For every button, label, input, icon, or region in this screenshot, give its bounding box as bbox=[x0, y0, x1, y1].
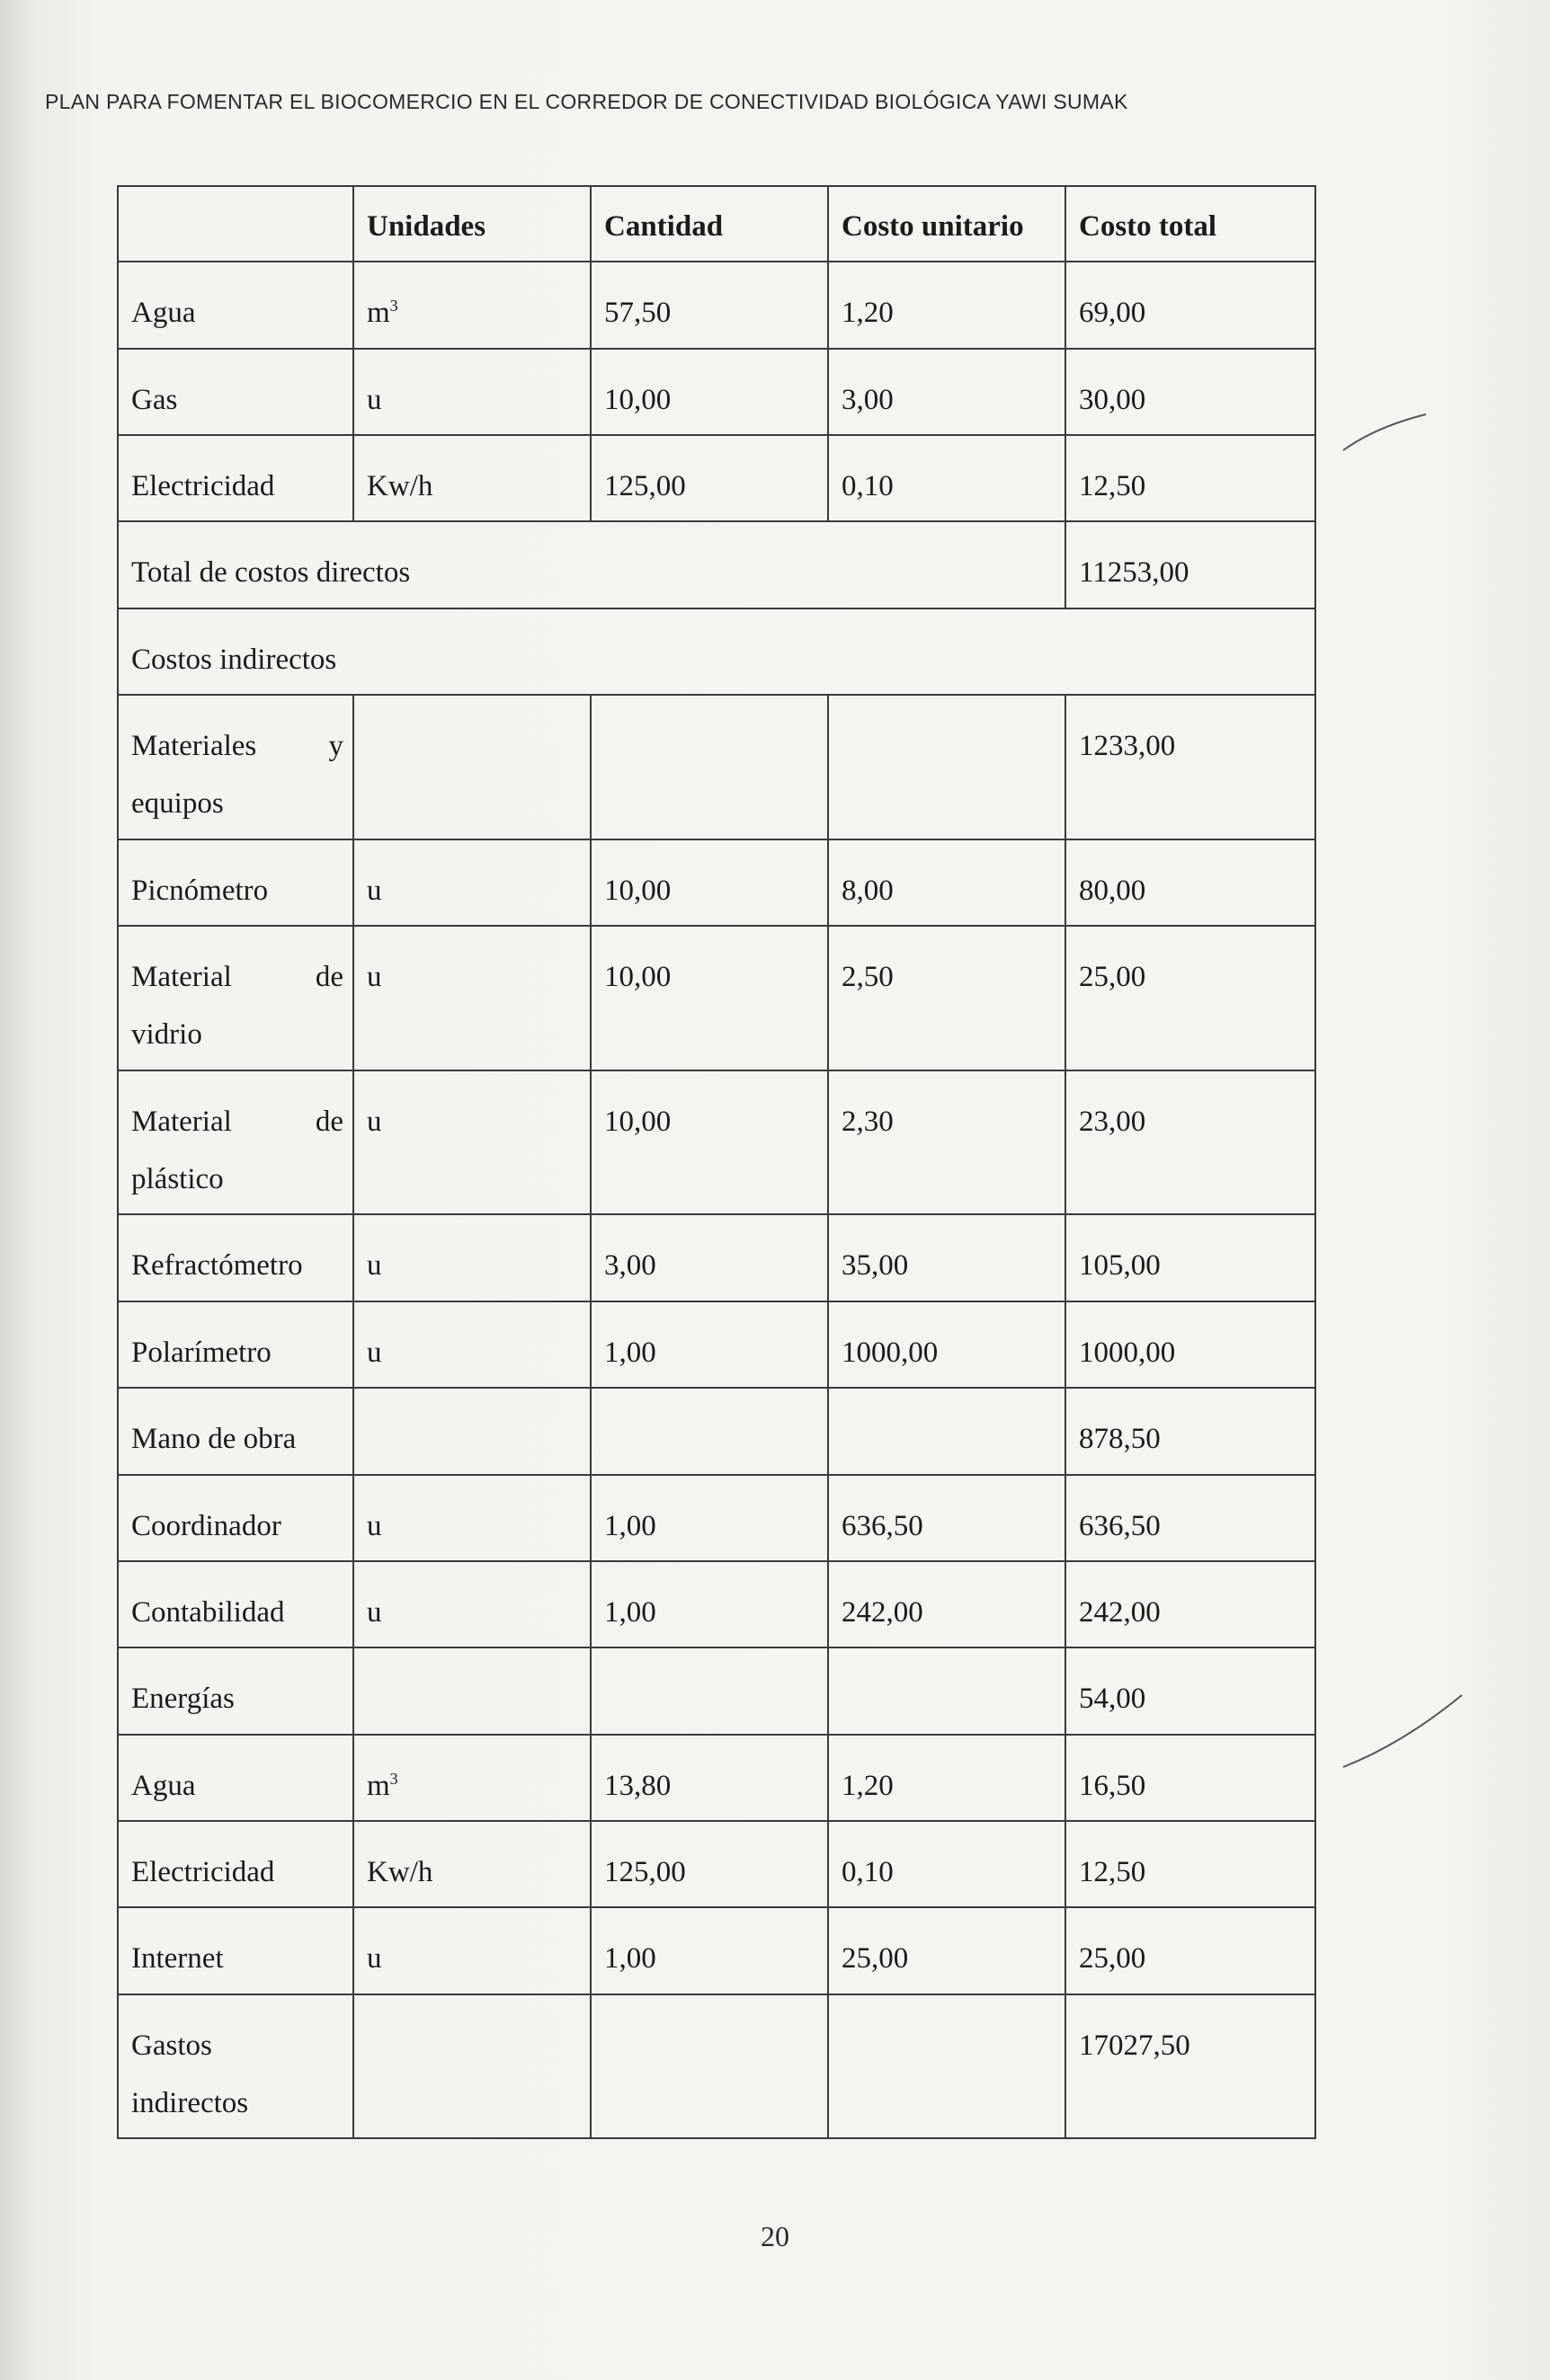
cell-cantidad: 125,00 bbox=[591, 1821, 828, 1907]
cell-unidad: u bbox=[353, 1070, 591, 1215]
cell-cantidad: 1,00 bbox=[591, 1301, 828, 1388]
cell-section-label: Mano de obra bbox=[118, 1388, 353, 1474]
cell-cantidad: 125,00 bbox=[591, 435, 828, 521]
table-row bbox=[118, 262, 1315, 348]
cell-unidad: u bbox=[353, 1907, 591, 1994]
pen-check-mark-icon bbox=[1340, 409, 1430, 454]
label-line: vidrio bbox=[131, 1018, 202, 1052]
cell-unitario: 25,00 bbox=[828, 1907, 1065, 1994]
table-row bbox=[118, 1475, 1315, 1561]
cell-total: 105,00 bbox=[1065, 1214, 1315, 1301]
table-row-total-directos bbox=[118, 521, 1315, 608]
cell-concepto: Agua bbox=[118, 262, 353, 348]
cell-unitario: 1000,00 bbox=[828, 1301, 1065, 1388]
cell-empty bbox=[828, 695, 1065, 839]
cost-table bbox=[117, 185, 1316, 2139]
cell-section-total: 878,50 bbox=[1065, 1388, 1315, 1474]
cell-empty bbox=[353, 1647, 591, 1734]
cell-unidad: Kw/h bbox=[353, 435, 591, 521]
cell-total: 242,00 bbox=[1065, 1561, 1315, 1647]
label-word: y bbox=[328, 730, 343, 763]
cell-empty bbox=[353, 1994, 591, 2139]
column-header-cantidad: Cantidad bbox=[591, 186, 828, 262]
table-row bbox=[118, 435, 1315, 521]
cell-unidad bbox=[353, 1735, 591, 1821]
cell-concepto: Contabilidad bbox=[118, 1561, 353, 1647]
cell-empty bbox=[828, 1994, 1065, 2139]
column-header-costo-unitario: Costo unitario bbox=[828, 186, 1065, 262]
cell-unitario: 2,50 bbox=[828, 926, 1065, 1070]
label-line: indirectos bbox=[131, 2086, 249, 2119]
table-row bbox=[118, 1301, 1315, 1388]
label-line bbox=[131, 948, 343, 1006]
label-word: Materiales bbox=[131, 730, 257, 763]
cell-cantidad: 13,80 bbox=[591, 1735, 828, 1821]
cell-unidad bbox=[353, 262, 591, 348]
table-row bbox=[118, 1070, 1315, 1215]
cell-unidad: u bbox=[353, 1301, 591, 1388]
table-header-row bbox=[118, 186, 1315, 262]
cell-concepto: Internet bbox=[118, 1907, 353, 1994]
cell-unitario: 8,00 bbox=[828, 839, 1065, 926]
cell-cantidad: 10,00 bbox=[591, 1070, 828, 1215]
table-row-section-materiales bbox=[118, 695, 1315, 839]
cell-concepto bbox=[118, 926, 353, 1070]
cell-total: 1000,00 bbox=[1065, 1301, 1315, 1388]
cell-section-label: Energías bbox=[118, 1647, 353, 1734]
cell-total-directos-value: 11253,00 bbox=[1065, 521, 1315, 608]
cell-empty bbox=[591, 695, 828, 839]
table-row-section-mano-obra bbox=[118, 1388, 1315, 1474]
cell-cantidad: 10,00 bbox=[591, 349, 828, 435]
cell-section-total: 1233,00 bbox=[1065, 695, 1315, 839]
cell-section-total: 54,00 bbox=[1065, 1647, 1315, 1734]
table-row bbox=[118, 926, 1315, 1070]
cell-unitario: 1,20 bbox=[828, 1735, 1065, 1821]
cell-empty bbox=[591, 1647, 828, 1734]
table-row-section-energias bbox=[118, 1647, 1315, 1734]
label-word: Material bbox=[131, 1105, 232, 1138]
cell-total: 636,50 bbox=[1065, 1475, 1315, 1561]
table-row-gastos-indirectos bbox=[118, 1994, 1315, 2139]
cell-unitario: 3,00 bbox=[828, 349, 1065, 435]
cell-concepto: Electricidad bbox=[118, 435, 353, 521]
cell-concepto: Electricidad bbox=[118, 1821, 353, 1907]
label-word: de bbox=[315, 961, 343, 994]
cell-cantidad: 57,50 bbox=[591, 262, 828, 348]
column-header-unidades: Unidades bbox=[353, 186, 591, 262]
table-row bbox=[118, 839, 1315, 926]
label-line bbox=[131, 1093, 343, 1150]
label-line bbox=[131, 717, 343, 775]
cell-concepto: Coordinador bbox=[118, 1475, 353, 1561]
cell-section-label bbox=[118, 695, 353, 839]
cell-empty bbox=[353, 695, 591, 839]
cell-total: 25,00 bbox=[1065, 926, 1315, 1070]
cell-concepto: Refractómetro bbox=[118, 1214, 353, 1301]
cell-cantidad: 10,00 bbox=[591, 926, 828, 1070]
page-number: 20 bbox=[761, 2220, 789, 2252]
table-row-costos-indirectos bbox=[118, 608, 1315, 695]
unit-text: m bbox=[367, 297, 390, 330]
unit-text: m bbox=[367, 1769, 390, 1802]
table-row bbox=[118, 1907, 1315, 1994]
cell-total: 12,50 bbox=[1065, 1821, 1315, 1907]
label-line: Gastos bbox=[131, 2029, 212, 2062]
cell-total-directos-label: Total de costos directos bbox=[118, 521, 1065, 608]
cell-concepto: Picnómetro bbox=[118, 839, 353, 926]
cell-unitario: 35,00 bbox=[828, 1214, 1065, 1301]
table-row bbox=[118, 349, 1315, 435]
table-row bbox=[118, 1214, 1315, 1301]
cell-unitario: 636,50 bbox=[828, 1475, 1065, 1561]
table-row bbox=[118, 1821, 1315, 1907]
cell-cantidad: 1,00 bbox=[591, 1907, 828, 1994]
cell-empty bbox=[353, 1388, 591, 1474]
cell-unitario: 242,00 bbox=[828, 1561, 1065, 1647]
cell-unitario: 0,10 bbox=[828, 1821, 1065, 1907]
cell-cantidad: 1,00 bbox=[591, 1561, 828, 1647]
cell-cantidad: 10,00 bbox=[591, 839, 828, 926]
cell-section-label bbox=[118, 1994, 353, 2139]
cell-concepto: Gas bbox=[118, 349, 353, 435]
cell-unidad: u bbox=[353, 1214, 591, 1301]
cell-empty bbox=[828, 1388, 1065, 1474]
cell-total: 16,50 bbox=[1065, 1735, 1315, 1821]
label-line: equipos bbox=[131, 787, 224, 821]
label-word: Material bbox=[131, 961, 232, 994]
cell-concepto bbox=[118, 1070, 353, 1215]
table-row bbox=[118, 1735, 1315, 1821]
cell-unidad: u bbox=[353, 1561, 591, 1647]
cell-concepto: Polarímetro bbox=[118, 1301, 353, 1388]
cell-cantidad: 1,00 bbox=[591, 1475, 828, 1561]
column-header bbox=[118, 186, 353, 262]
table-row bbox=[118, 1561, 1315, 1647]
page-header: PLAN PARA FOMENTAR EL BIOCOMERCIO EN EL CORREDOR DE CONECTIVIDAD BIOLÓGICA YAWI SUMAK bbox=[45, 90, 1128, 113]
cell-empty bbox=[591, 1994, 828, 2139]
unit-superscript: 3 bbox=[389, 297, 398, 315]
cell-total: 30,00 bbox=[1065, 349, 1315, 435]
cell-cantidad: 3,00 bbox=[591, 1214, 828, 1301]
pen-check-mark-icon bbox=[1340, 1690, 1465, 1771]
cell-total: 12,50 bbox=[1065, 435, 1315, 521]
cell-total: 23,00 bbox=[1065, 1070, 1315, 1215]
cell-unitario: 2,30 bbox=[828, 1070, 1065, 1215]
cell-total: 69,00 bbox=[1065, 262, 1315, 348]
cell-unidad: u bbox=[353, 839, 591, 926]
cell-unidad: Kw/h bbox=[353, 1821, 591, 1907]
cell-empty bbox=[828, 1647, 1065, 1734]
cell-total: 25,00 bbox=[1065, 1907, 1315, 1994]
column-header-costo-total: Costo total bbox=[1065, 186, 1315, 262]
cell-unitario: 1,20 bbox=[828, 262, 1065, 348]
cell-costos-indirectos-label: Costos indirectos bbox=[118, 608, 1315, 695]
cell-unidad: u bbox=[353, 926, 591, 1070]
label-word: de bbox=[315, 1105, 343, 1138]
cell-unidad: u bbox=[353, 1475, 591, 1561]
cell-unidad: u bbox=[353, 349, 591, 435]
unit-superscript: 3 bbox=[389, 1769, 398, 1788]
cell-unitario: 0,10 bbox=[828, 435, 1065, 521]
cell-empty bbox=[591, 1388, 828, 1474]
cell-concepto: Agua bbox=[118, 1735, 353, 1821]
label-line: plástico bbox=[131, 1163, 224, 1196]
cell-section-total: 17027,50 bbox=[1065, 1994, 1315, 2139]
cell-total: 80,00 bbox=[1065, 839, 1315, 926]
